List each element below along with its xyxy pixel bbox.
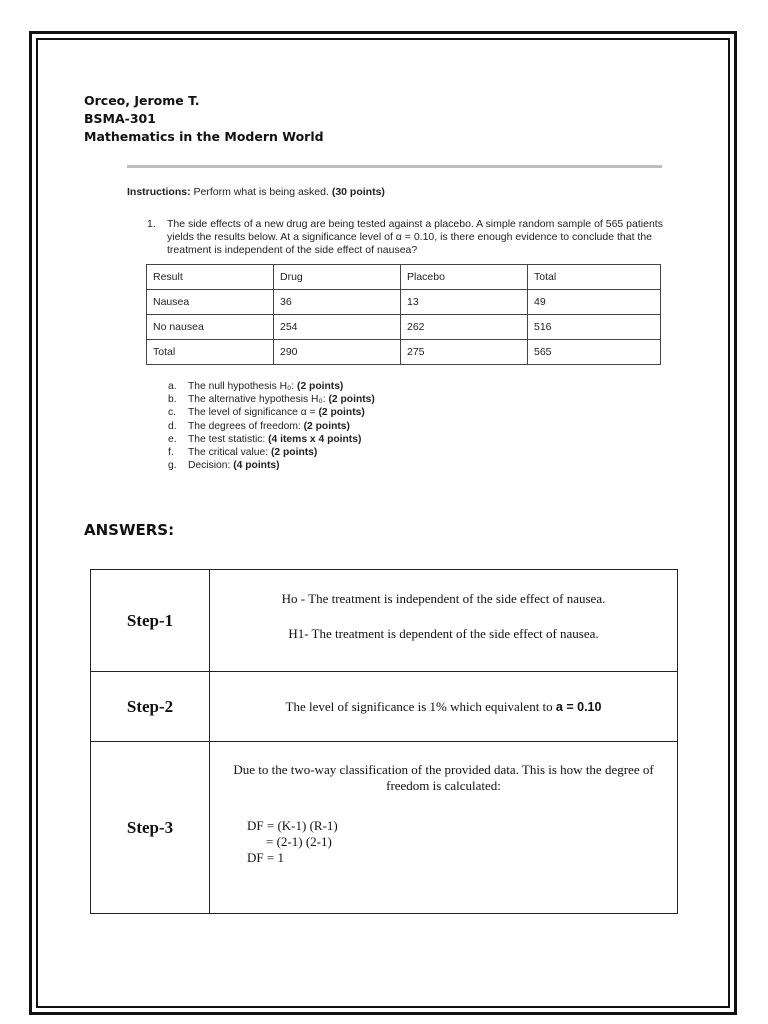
step-label: Step-3 (91, 742, 210, 913)
part-points: (2 points) (328, 394, 375, 406)
part-item (168, 433, 375, 446)
significance-text: The level of significance is 1% which equivalent to (285, 698, 556, 714)
step-body (210, 570, 677, 671)
step-row-3 (91, 742, 677, 913)
table-cell: 254 (274, 315, 401, 340)
answers-title: ANSWERS: (84, 521, 175, 539)
null-hypothesis: Ho - The treatment is independent of the side effect of nausea. (281, 591, 606, 606)
divider (127, 165, 662, 168)
table-cell: Nausea (147, 290, 274, 315)
part-item (168, 420, 375, 433)
instructions (127, 186, 385, 198)
df-formula-line-1: DF = (K-1) (R-1) (247, 818, 338, 833)
question-1 (147, 218, 667, 257)
table-cell: 275 (401, 340, 528, 365)
part-text: Decision: (188, 460, 234, 472)
step-label: Step-2 (91, 672, 210, 741)
part-text: The critical value: (188, 447, 271, 459)
part-text: The test statistic: (188, 433, 269, 445)
table-cell: Total (147, 340, 274, 365)
part-points: (2 points) (270, 447, 318, 459)
part-text: The degrees of freedom: (188, 420, 304, 432)
table-row (147, 340, 661, 365)
table-row (147, 290, 661, 315)
part-points: (2 points) (318, 407, 365, 419)
part-item (168, 380, 375, 393)
part-points: (2 points) (297, 381, 344, 392)
part-letter: b. (168, 394, 177, 406)
part-item (168, 459, 375, 472)
question-text: The side effects of a new drug are being tested against a placebo. A simple random sample of 565 patients yields the results below. At a significance level of α = 0.10, is there enough evidence to conclude that the treatment is independent of the side effect of nausea? (167, 218, 663, 256)
table-header-row (147, 265, 661, 290)
part-points: (4 items x 4 points) (268, 433, 362, 445)
table-cell: 49 (528, 290, 661, 315)
table-cell: 290 (274, 340, 401, 365)
step-body (210, 742, 677, 913)
table-cell: 36 (274, 290, 401, 315)
table-cell: 262 (401, 315, 528, 340)
table-header-cell: Drug (274, 265, 401, 290)
df-formula-line-3: DF = 1 (247, 850, 284, 865)
part-text: The level of significance α = (188, 407, 319, 419)
part-letter: g. (168, 460, 177, 472)
table-row (147, 315, 661, 340)
question-parts (168, 380, 375, 472)
part-text: The alternative hypothesis H₀: (188, 394, 329, 406)
significance-statement (286, 699, 602, 715)
table-header-cell: Result (147, 265, 274, 290)
part-text: The null hypothesis H₀: (188, 381, 298, 392)
course-title: Mathematics in the Modern World (84, 129, 324, 144)
part-letter: f. (168, 447, 174, 459)
answers-table (90, 569, 678, 914)
instructions-points: (30 points) (331, 186, 385, 198)
table-cell: 565 (528, 340, 661, 365)
part-letter: c. (168, 407, 177, 419)
table-header-cell: Placebo (401, 265, 528, 290)
part-item (168, 393, 375, 406)
step-label: Step-1 (91, 570, 210, 671)
part-letter: a. (168, 381, 177, 392)
instructions-label: Instructions: (127, 186, 191, 198)
part-points: (4 points) (233, 460, 280, 472)
table-cell: No nausea (147, 315, 274, 340)
significance-value: a = 0.10 (555, 699, 602, 714)
alternative-hypothesis: H1- The treatment is dependent of the side effect of nausea. (288, 626, 599, 641)
step-body (210, 672, 677, 741)
df-formula-line-2: = (2-1) (2-1) (266, 834, 332, 849)
instructions-text: Perform what is being asked. (190, 186, 332, 198)
step-row-2 (91, 672, 677, 742)
student-name: Orceo, Jerome T. (84, 93, 200, 108)
part-letter: e. (168, 433, 177, 445)
part-letter: d. (168, 420, 177, 432)
student-section: BSMA-301 (84, 111, 156, 126)
part-item (168, 406, 375, 419)
part-item (168, 446, 375, 459)
table-header-cell: Total (528, 265, 661, 290)
table-cell: 13 (401, 290, 528, 315)
part-points: (2 points) (303, 420, 350, 432)
df-explanation: Due to the two-way classification of the provided data. This is how the degree of freedom is calculated: (233, 762, 654, 793)
table-cell: 516 (528, 315, 661, 340)
contingency-table (146, 264, 661, 365)
student-header (84, 92, 324, 146)
question-number: 1. (147, 218, 156, 230)
step-row-1 (91, 570, 677, 672)
